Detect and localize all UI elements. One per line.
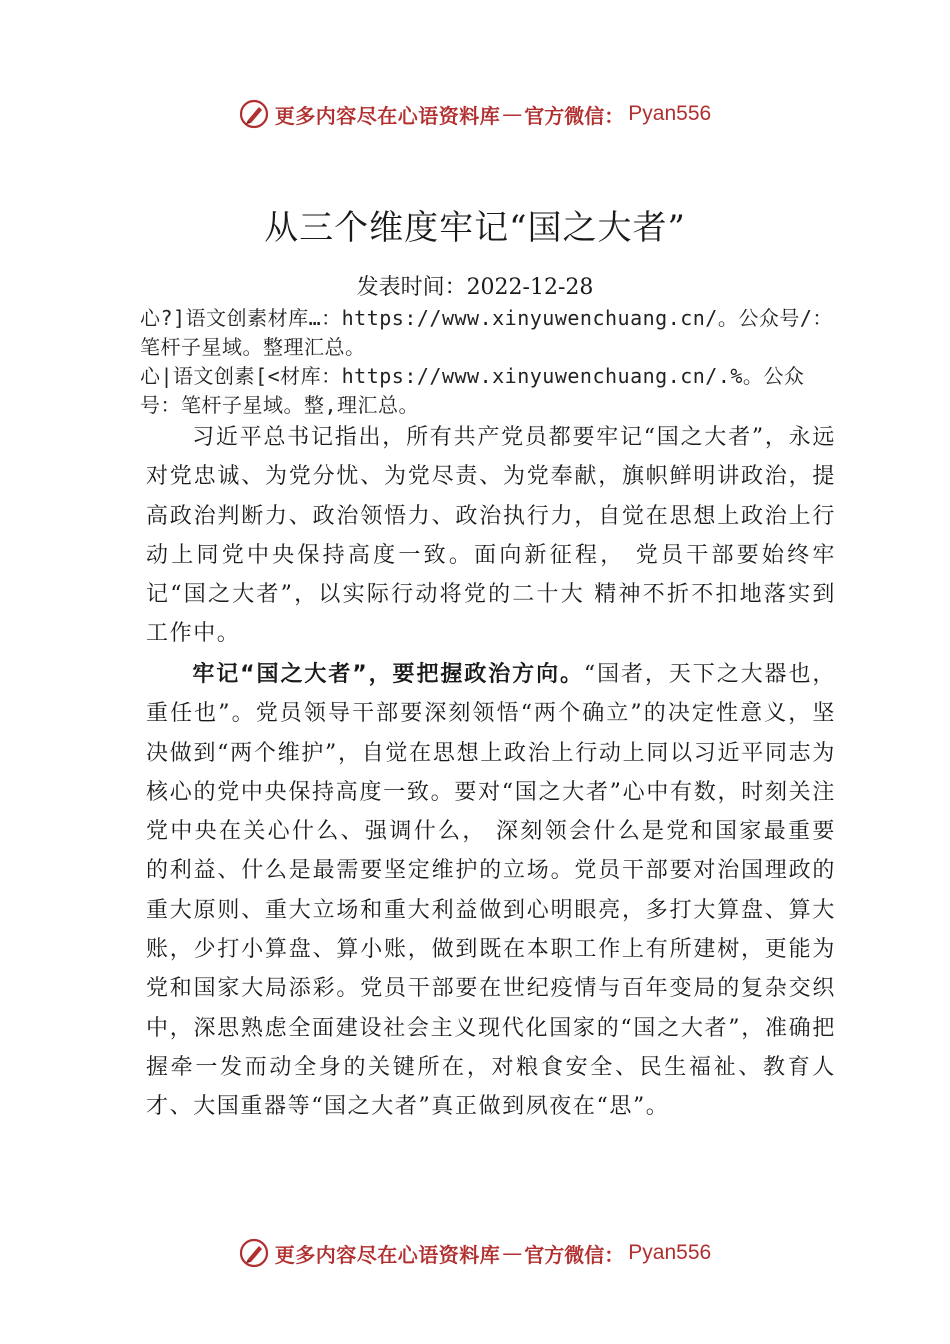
- source-line-2: 心|语文创素[<材库：https://www.xinyuwenchuang.cn/.%。公众号：笔杆子星域。整,理汇总。: [140, 364, 805, 417]
- source-line-1: 心?]语文创素材库…：https://www.xinyuwenchuang.cn/。公众号/：笔杆子星域。整理汇总。: [140, 306, 833, 359]
- banner-wechat-id: Pyan556: [628, 102, 712, 125]
- paragraph-1-text: 习近平总书记指出，所有共产党员都要牢记“国之大者”，永远对党忠诚、为党分忧、为党尽责、为党奉献，旗帜鲜明讲政治，提高政治判断力、政治领悟力、政治执行力，自觉在思想上政治上行动上同党中央保持高度一致。面向新征程， 党员干部要始终牢记“国之大者”，以实际行动将党的二十大 精神不折不扣地落实到工作中。: [146, 425, 836, 647]
- banner-separator: —: [502, 102, 523, 126]
- banner-label: 官方微信：: [524, 103, 625, 128]
- banner-text: 更多内容尽在心语资料库: [274, 103, 501, 128]
- header-banner: [0, 94, 950, 134]
- pen-logo-icon: [239, 1238, 269, 1268]
- footer-banner: [0, 1233, 950, 1273]
- banner-text: 更多内容尽在心语资料库: [274, 1242, 501, 1267]
- banner-wechat-id: Pyan556: [628, 1241, 712, 1264]
- publish-date: 发表时间：2022-12-28: [356, 275, 594, 300]
- paragraph-2-text: “国者，天下之大器也，重任也”。党员领导干部要深刻领悟“两个确立”的决定性意义，坚决做到“两个维护”，自觉在思想上政治上行动上同以习近平同志为核心的党中央保持高度一致。要对“国之大者”心中有数，时刻关注党中央在关心什么、强调什么， 深刻领会什么是党和国家最重要的利益、什么是最需要坚定维护的立场。党员干部要对治国理政的重大原则、重大立场和重大利益做到心明眼亮，多打大算盘、算大账，少打小算盘、算小账，做到既在本职工作上有所建树，更能为党和国家大局添彩。党员干部要在世纪疫情与百年变局的复杂交织中，深思熟虑全面建设社会主义现代化国家的“国之大者”，准确把握牵一发而动全身的关键所在，对粮食安全、民生福祉、教育人才、大国重器等“国之大者”真正做到夙夜在“思”。: [146, 662, 836, 1120]
- article-title: 从三个维度牢记“国之大者”: [264, 208, 686, 248]
- paragraph-2: [146, 655, 836, 1127]
- banner-separator: —: [502, 1241, 523, 1265]
- paragraph-2-lead: 牢记“国之大者”，要把握政治方向。: [192, 662, 584, 687]
- paragraph-1: [146, 418, 836, 654]
- pen-logo-icon: [239, 99, 269, 129]
- banner-label: 官方微信：: [524, 1242, 625, 1267]
